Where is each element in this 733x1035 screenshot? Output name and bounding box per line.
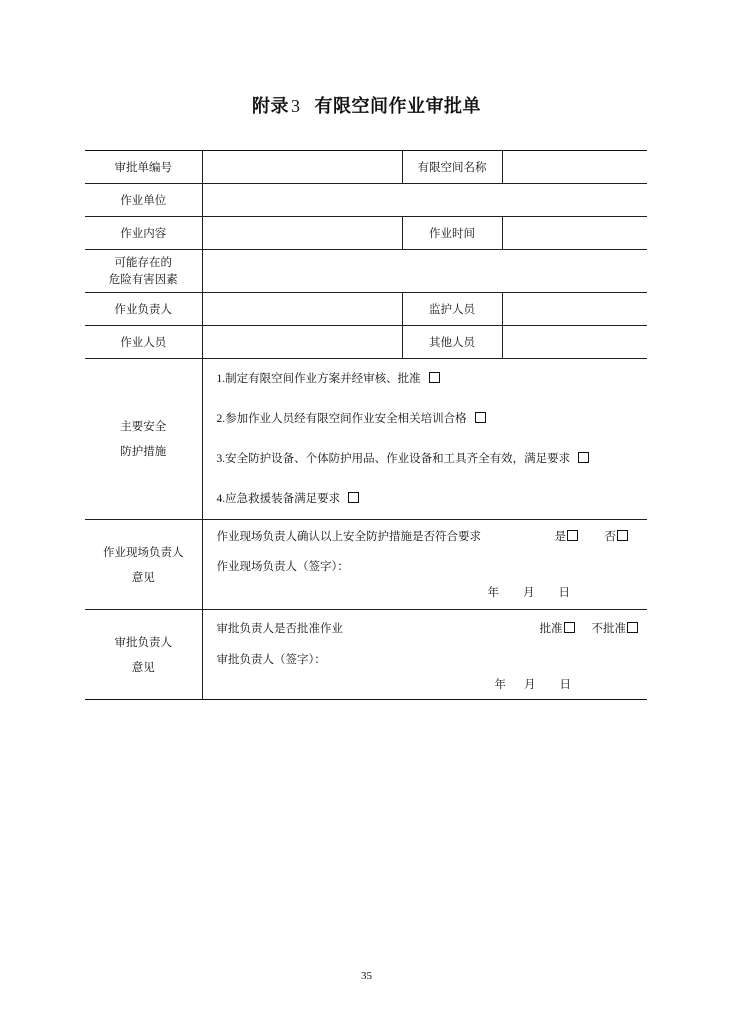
onsite-yes-option[interactable]: 是 bbox=[555, 528, 579, 544]
measure-1-checkbox[interactable] bbox=[429, 372, 440, 383]
row-onsite-opinion bbox=[85, 520, 647, 610]
work-content-label: 作业内容 bbox=[85, 217, 202, 250]
row-approver-opinion bbox=[85, 610, 647, 700]
month-label: 月 bbox=[523, 585, 535, 599]
row-hazards bbox=[85, 250, 647, 293]
row-approval-no bbox=[85, 151, 647, 184]
work-leader-label: 作业负责人 bbox=[85, 293, 202, 326]
row-work-content bbox=[85, 217, 647, 250]
measure-item: 1.制定有限空间作业方案并经审核、批准 bbox=[217, 359, 648, 399]
hazards-field[interactable] bbox=[202, 250, 647, 293]
safety-measures-label bbox=[85, 359, 202, 520]
approve-checkbox[interactable] bbox=[564, 622, 575, 633]
others-field[interactable] bbox=[502, 326, 647, 359]
yes-checkbox[interactable] bbox=[567, 530, 578, 541]
hazards-label bbox=[85, 250, 202, 293]
approve-option[interactable]: 批准 bbox=[540, 620, 575, 636]
measure-item: 3.安全防护设备、个体防护用品、作业设备和工具齐全有效，满足要求 bbox=[217, 439, 648, 479]
year-label: 年 bbox=[494, 677, 506, 691]
approver-date bbox=[495, 676, 572, 692]
safety-measures-list bbox=[202, 359, 647, 520]
safety-measures-label-line1: 主要安全 bbox=[120, 419, 167, 433]
supervisor-label: 监护人员 bbox=[402, 293, 502, 326]
workers-field[interactable] bbox=[202, 326, 402, 359]
onsite-date bbox=[488, 584, 571, 600]
onsite-opinion-label bbox=[85, 520, 202, 610]
approver-opinion-label-line1: 审批负责人 bbox=[114, 634, 172, 649]
day-label: 日 bbox=[558, 585, 570, 599]
hazards-label-line2: 危险有害因素 bbox=[108, 272, 178, 286]
onsite-no-option[interactable]: 否 bbox=[605, 528, 629, 544]
onsite-opinion-label-line2: 意见 bbox=[131, 569, 155, 584]
year-label: 年 bbox=[487, 585, 499, 599]
no-checkbox[interactable] bbox=[617, 530, 628, 541]
approver-opinion-cell bbox=[202, 610, 647, 700]
measure-3-checkbox[interactable] bbox=[578, 452, 589, 463]
title-text: 有限空间作业审批单 bbox=[314, 96, 481, 117]
onsite-opinion-label-line1: 作业现场负责人 bbox=[103, 544, 184, 559]
workers-label: 作业人员 bbox=[85, 326, 202, 359]
work-leader-field[interactable] bbox=[202, 293, 402, 326]
day-label: 日 bbox=[559, 677, 571, 691]
measure-2-checkbox[interactable] bbox=[475, 412, 486, 423]
page-number: 35 bbox=[361, 970, 372, 982]
title-prefix: 附录 bbox=[252, 96, 289, 117]
row-work-unit bbox=[85, 184, 647, 217]
row-safety-measures bbox=[85, 359, 647, 520]
measure-item: 2.参加作业人员经有限空间作业安全相关培训合格 bbox=[217, 399, 648, 439]
page-title bbox=[0, 92, 733, 118]
approver-opinion-label-line2: 意见 bbox=[131, 659, 155, 674]
measure-4-checkbox[interactable] bbox=[348, 492, 359, 503]
month-label: 月 bbox=[524, 677, 536, 691]
work-unit-label: 作业单位 bbox=[85, 184, 202, 217]
onsite-sign-label: 作业现场负责人（签字）： bbox=[216, 559, 349, 573]
measure-item: 4.应急救援装备满足要求 bbox=[217, 479, 648, 519]
row-workers bbox=[85, 326, 647, 359]
work-time-label: 作业时间 bbox=[402, 217, 502, 250]
others-label: 其他人员 bbox=[402, 326, 502, 359]
safety-measures-label-line2: 防护措施 bbox=[120, 444, 167, 458]
approval-no-label: 审批单编号 bbox=[85, 151, 202, 184]
work-time-field[interactable] bbox=[502, 217, 647, 250]
onsite-opinion-cell bbox=[202, 520, 647, 610]
reject-checkbox[interactable] bbox=[627, 622, 638, 633]
approver-sign-label: 审批负责人（签字）： bbox=[216, 652, 326, 666]
work-content-field[interactable] bbox=[202, 217, 402, 250]
approval-no-field[interactable] bbox=[202, 151, 402, 184]
row-work-leader bbox=[85, 293, 647, 326]
approver-opinion-label bbox=[85, 610, 202, 700]
space-name-field[interactable] bbox=[502, 151, 647, 184]
title-number: 3 bbox=[291, 96, 301, 116]
work-unit-field[interactable] bbox=[202, 184, 647, 217]
hazards-label-line1: 可能存在的 bbox=[114, 255, 172, 269]
approval-form-table bbox=[85, 150, 647, 700]
supervisor-field[interactable] bbox=[502, 293, 647, 326]
onsite-confirm-text: 作业现场负责人确认以上安全防护措施是否符合要求 bbox=[216, 529, 481, 543]
reject-option[interactable]: 不批准 bbox=[592, 620, 639, 636]
approver-question-text: 审批负责人是否批准作业 bbox=[216, 621, 343, 635]
space-name-label: 有限空间名称 bbox=[402, 151, 502, 184]
